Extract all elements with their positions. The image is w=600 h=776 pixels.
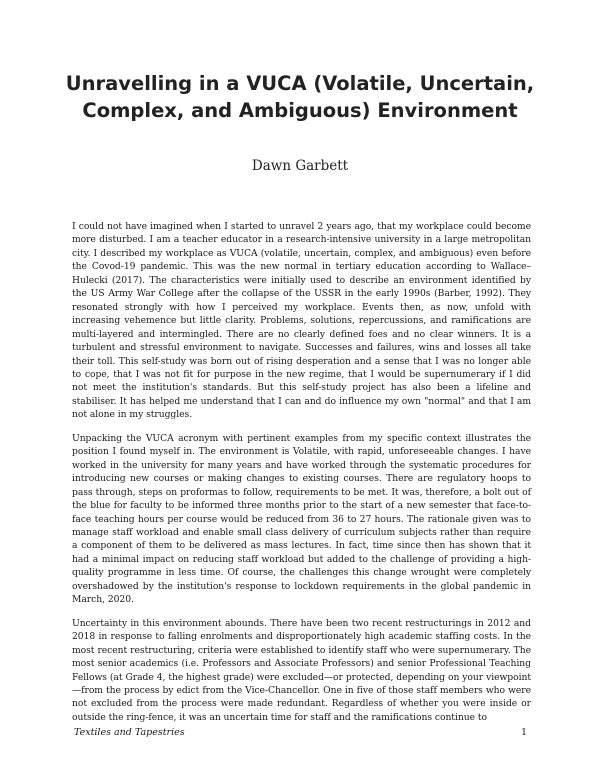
paragraph: Unpacking the VUCA acronym with pertinent examples from my specific context illustrates the position I found myself in. The environment is Volatile, with rapid, unforeseeable changes. I have worked in the university for many years and have worked through the systematic procedures for introducing new courses or making changes to existing courses. There are regulatory hoops to pass through, steps on proformas to follow, requirements to be met. It was, therefore, a bolt out of the blue for faculty to be informed three months prior to the start of a new semester that face-to-face teaching hours per course would be reduced from 36 to 27 hours. The rationale given was to manage staff workload and enable small class delivery of curriculum subjects rather than require a component of them to be delivered as mass lectures. In fact, time since then has shown that it had a minimal impact on reducing staff workload but added to the challenge of providing a high-quality programme in less time. Of course, the challenges this change wrought were completely overshadowed by the institution's response to lockdown requirements in the global pandemic in March, 2020.	[72, 432, 531, 606]
footer-page-number: 1	[521, 727, 528, 738]
footer-journal-name: Textiles and Tapestries	[74, 727, 185, 738]
paper-title: Unravelling in a VUCA (Volatile, Uncertain, Complex, and Ambiguous) Environment	[65, 72, 535, 122]
paragraph: Uncertainty in this environment abounds. There have been two recent restructurings in 2012 and 2018 in response to falling enrolments and disproportionately high academic staffing costs. In the most recent restructuring, criteria were established to identify staff who were supernumerary. The most senior academics (i.e. Professors and Associate Professors) and senior Professional Teaching Fellows (at Grade 4, the highest grade) were excluded—or protected, depending on your viewpoint—from the process by edict from the Vice-Chancellor. One in five of those staff members who were not excluded from the process were made redundant. Regardless of whether you were inside or outside the ring-fence, it was an uncertain time for staff and the ramifications continue to	[72, 617, 531, 723]
body-text	[72, 220, 531, 734]
author-name: Dawn Garbett	[251, 158, 349, 174]
paragraph: I could not have imagined when I started to unravel 2 years ago, that my workplace could become more disturbed. I am a teacher educator in a research-intensive university in a large metropolitan city. I described my workplace as VUCA (volatile, uncertain, complex, and ambiguous) even before the Covod-19 pandemic. This was the new normal in tertiary education according to Wallace–Hulecki (2017). The characteristics were initially used to describe an environment identified by the US Army War College after the collapse of the USSR in the early 1990s (Barber, 1992). They resonated strongly with how I perceived my workplace. Events then, as now, unfold with increasing vehemence but little clarity. Problems, solutions, repercussions, and ramifications are multi-layered and intermingled. There are no clearly defined foes and no clear winners. It is a turbulent and stressful environment to navigate. Successes and failures, wins and losses all take their toll. This self-study was born out of rising desperation and a sense that I was no longer able to cope, that I was not fit for purpose in the new regime, that I would be supernumerary if I did not meet the institution's standards. But this self-study project has also been a lifeline and stabiliser. It has helped me understand that I can and do influence my own "normal" and that I am not alone in my struggles.	[72, 221, 531, 421]
